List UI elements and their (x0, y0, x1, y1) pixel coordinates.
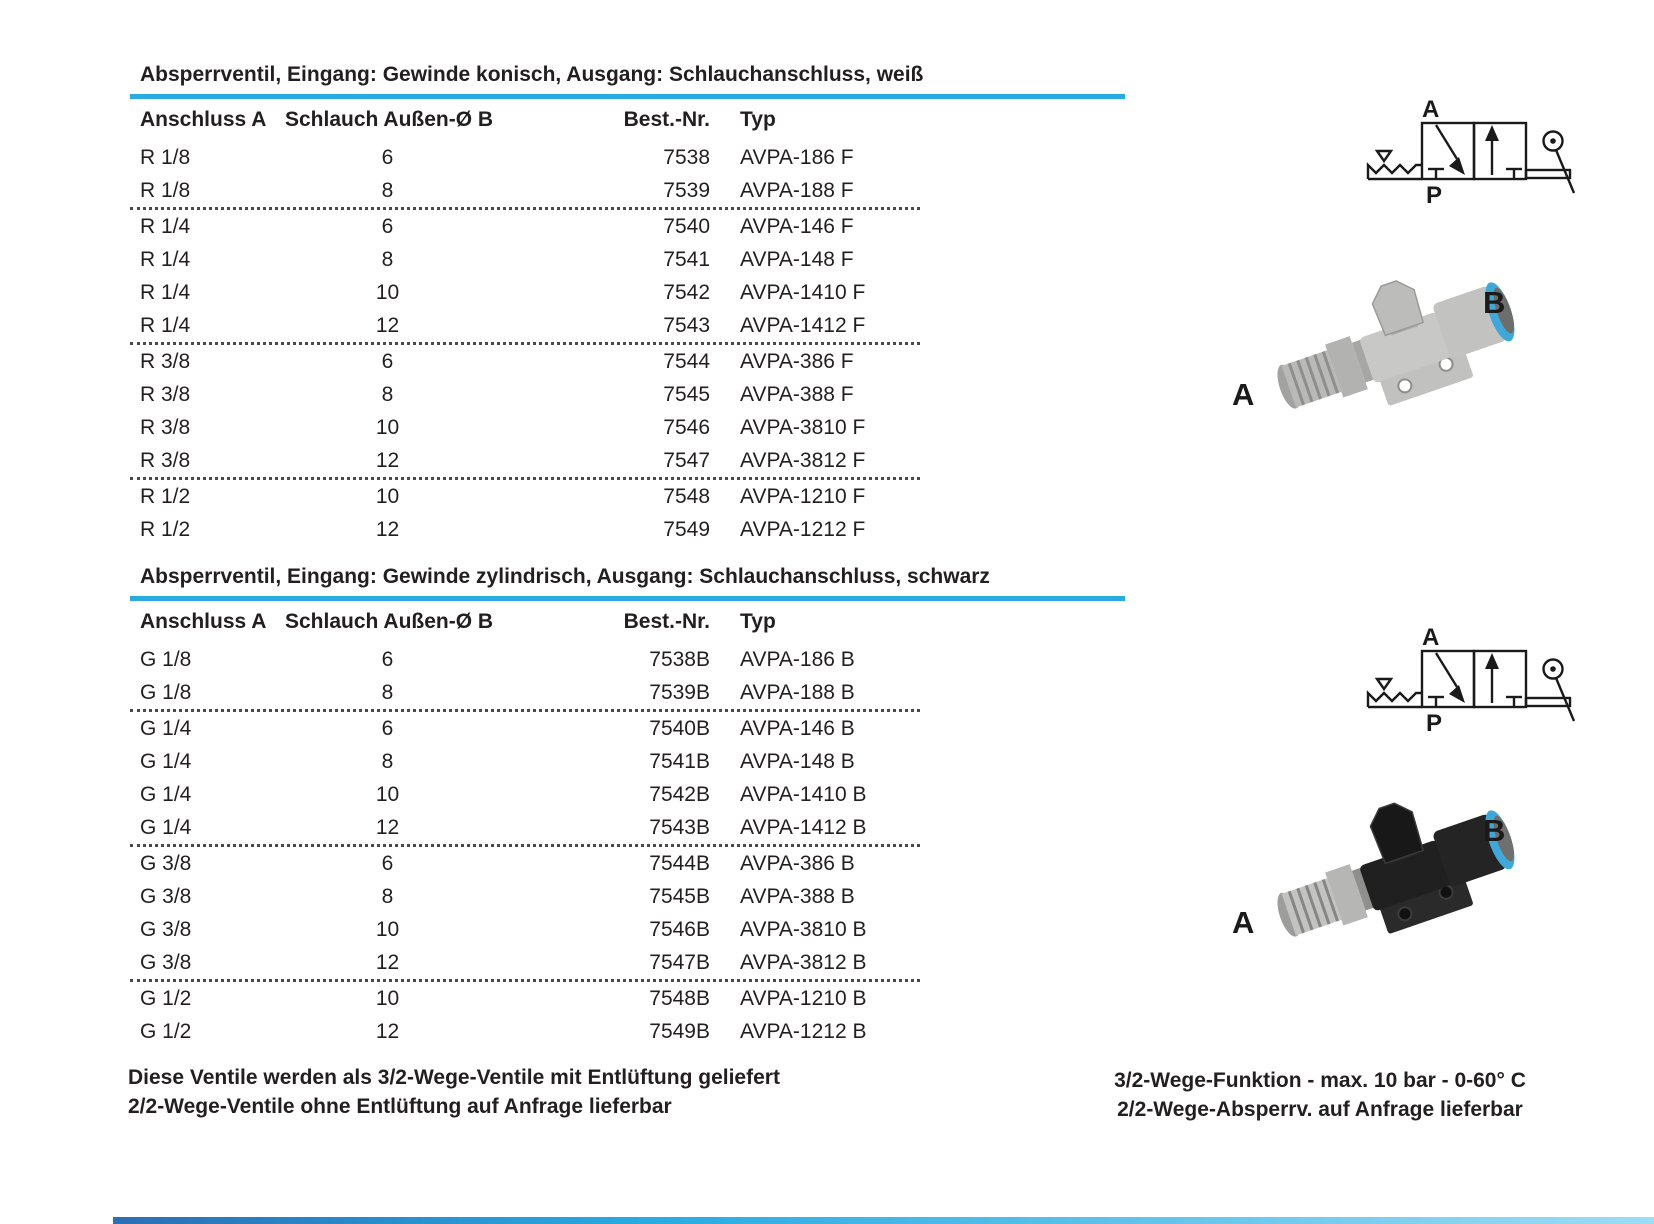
table-row (130, 913, 1125, 946)
cell-schlauch: 6 (381, 215, 394, 238)
cell-anschluss: R 3/8 (140, 383, 191, 406)
cell-schlauch: 8 (381, 681, 394, 704)
table-row (130, 847, 1125, 880)
cell-anschluss: G 1/4 (140, 717, 192, 740)
cell-typ: AVPA-188 F (740, 179, 854, 202)
footnote-right-line2: 2/2-Wege-Absperrv. auf Anfrage lieferbar (1117, 1098, 1523, 1121)
cell-bestnr: 7543 (663, 314, 710, 337)
footnote-left-line2: 2/2-Wege-Ventile ohne Entlüftung auf Anfrage lieferbar (128, 1095, 672, 1118)
valve-photo-black-icon (1180, 771, 1640, 976)
cell-typ: AVPA-146 B (740, 717, 855, 740)
cell-anschluss: R 1/4 (140, 281, 191, 304)
cell-typ: AVPA-1210 B (740, 987, 867, 1010)
cell-anschluss: R 3/8 (140, 449, 191, 472)
cell-schlauch: 6 (381, 852, 394, 875)
cell-typ: AVPA-186 B (740, 648, 855, 671)
cell-anschluss: G 3/8 (140, 852, 192, 875)
cell-anschluss: G 1/4 (140, 750, 192, 773)
cell-typ: AVPA-3810 B (740, 918, 867, 941)
cell-typ: AVPA-1410 B (740, 783, 867, 806)
cell-anschluss: G 1/2 (140, 987, 192, 1010)
table-row (130, 378, 1125, 411)
cell-schlauch: 10 (375, 281, 400, 304)
cell-schlauch: 12 (375, 1020, 400, 1043)
cell-schlauch: 8 (381, 248, 394, 271)
spring-icon (1368, 165, 1422, 179)
cell-schlauch: 12 (375, 449, 400, 472)
cell-bestnr: 7546 (663, 416, 710, 439)
photo-label-b: B (1483, 285, 1506, 320)
cell-bestnr: 7548 (663, 485, 710, 508)
cell-schlauch: 12 (375, 816, 400, 839)
table1-header-row (130, 99, 1125, 141)
cell-anschluss: G 3/8 (140, 885, 192, 908)
cell-bestnr: 7544B (649, 852, 710, 875)
table1-body (130, 141, 1125, 546)
cell-schlauch: 12 (375, 951, 400, 974)
cell-schlauch: 8 (381, 179, 394, 202)
table-row (130, 444, 1125, 477)
table-row (130, 309, 1125, 342)
valve-photo-black (1180, 771, 1640, 981)
footnote-right (1085, 1066, 1555, 1124)
cell-anschluss: G 1/2 (140, 1020, 192, 1043)
cell-typ: AVPA-3812 F (740, 449, 866, 472)
column-header-anschluss: Anschluss A (140, 610, 267, 633)
cell-bestnr: 7543B (649, 816, 710, 839)
cell-schlauch: 12 (375, 314, 400, 337)
cell-bestnr: 7547 (663, 449, 710, 472)
cell-bestnr: 7545B (649, 885, 710, 908)
cell-schlauch: 6 (381, 717, 394, 740)
cell-bestnr: 7538 (663, 146, 710, 169)
table-row (130, 778, 1125, 811)
arrow-head-icon (1485, 653, 1499, 669)
cell-bestnr: 7540 (663, 215, 710, 238)
page-footer-bar (113, 1217, 1654, 1224)
valve-symbol-icon (1360, 627, 1610, 747)
table-row (130, 243, 1125, 276)
cell-bestnr: 7541B (649, 750, 710, 773)
cell-anschluss: G 1/4 (140, 816, 192, 839)
exhaust-triangle-icon (1377, 679, 1391, 689)
cell-anschluss: R 1/2 (140, 485, 191, 508)
table2-title: Absperrventil, Eingang: Gewinde zylindrisch, Ausgang: Schlauchanschluss, schwarz (140, 565, 990, 588)
table-row (130, 745, 1125, 778)
column-header-anschluss: Anschluss A (140, 108, 267, 131)
table-row (130, 276, 1125, 309)
table-row (130, 141, 1125, 174)
column-header-typ: Typ (740, 610, 776, 633)
cell-anschluss: R 1/4 (140, 248, 191, 271)
cell-typ: AVPA-186 F (740, 146, 854, 169)
cell-typ: AVPA-148 F (740, 248, 854, 271)
cell-anschluss: R 1/4 (140, 215, 191, 238)
cell-typ: AVPA-3810 F (740, 416, 866, 439)
cell-typ: AVPA-148 B (740, 750, 855, 773)
photo-label-a: A (1232, 377, 1255, 412)
column-header-typ: Typ (740, 108, 776, 131)
cell-schlauch: 12 (375, 518, 400, 541)
footnote-right-line1: 3/2-Wege-Funktion - max. 10 bar - 0-60° C (1114, 1069, 1526, 1092)
cell-typ: AVPA-388 B (740, 885, 855, 908)
cell-anschluss: R 3/8 (140, 416, 191, 439)
cell-anschluss: R 1/2 (140, 518, 191, 541)
cell-typ: AVPA-3812 B (740, 951, 867, 974)
cell-anschluss: G 1/4 (140, 783, 192, 806)
table-row (130, 676, 1125, 709)
spring-icon (1368, 693, 1422, 707)
cell-typ: AVPA-1412 B (740, 816, 867, 839)
table-row (130, 513, 1125, 546)
cell-typ: AVPA-386 F (740, 350, 854, 373)
table-row (130, 480, 1125, 513)
table-row (130, 946, 1125, 979)
table2-body (130, 643, 1125, 1048)
table-row (130, 811, 1125, 844)
cell-bestnr: 7548B (649, 987, 710, 1010)
table-row (130, 880, 1125, 913)
cell-schlauch: 10 (375, 987, 400, 1010)
cell-bestnr: 7540B (649, 717, 710, 740)
cell-anschluss: G 1/8 (140, 648, 192, 671)
table-row (130, 982, 1125, 1015)
table-row (130, 210, 1125, 243)
table2-header-row (130, 601, 1125, 643)
footnote-left (128, 1063, 780, 1121)
cell-typ: AVPA-386 B (740, 852, 855, 875)
cell-schlauch: 8 (381, 750, 394, 773)
cell-typ: AVPA-1212 B (740, 1020, 867, 1043)
table-row (130, 643, 1125, 676)
cell-bestnr: 7541 (663, 248, 710, 271)
cell-bestnr: 7544 (663, 350, 710, 373)
lever-bar-icon (1526, 170, 1570, 178)
cell-typ: AVPA-1210 F (740, 485, 866, 508)
column-header-schlauch: Schlauch Außen-Ø B (285, 108, 494, 131)
cell-schlauch: 10 (375, 918, 400, 941)
arrow-head-icon (1449, 685, 1465, 703)
port-label-p: P (1426, 710, 1443, 737)
cell-schlauch: 10 (375, 416, 400, 439)
cell-typ: AVPA-388 F (740, 383, 854, 406)
section-white-valves (130, 62, 1125, 546)
cell-schlauch: 8 (381, 383, 394, 406)
cell-bestnr: 7545 (663, 383, 710, 406)
cell-schlauch: 6 (381, 146, 394, 169)
cell-schlauch: 6 (381, 648, 394, 671)
table-row (130, 712, 1125, 745)
column-header-schlauch: Schlauch Außen-Ø B (285, 610, 494, 633)
cell-schlauch: 10 (375, 783, 400, 806)
cell-anschluss: R 3/8 (140, 350, 191, 373)
cell-schlauch: 8 (381, 885, 394, 908)
valve-symbol-3-2-way (1360, 627, 1610, 752)
cell-anschluss: R 1/4 (140, 314, 191, 337)
cell-bestnr: 7549 (663, 518, 710, 541)
cell-bestnr: 7549B (649, 1020, 710, 1043)
cell-anschluss: G 3/8 (140, 951, 192, 974)
column-header-bestnr: Best.-Nr. (623, 610, 710, 633)
photo-label-a: A (1232, 905, 1255, 940)
table-row (130, 174, 1125, 207)
table-row (130, 411, 1125, 444)
photo-label-b: B (1483, 813, 1506, 848)
cell-schlauch: 10 (375, 485, 400, 508)
port-label-p: P (1426, 182, 1443, 209)
port-label-a: A (1422, 99, 1440, 123)
cell-anschluss: R 1/8 (140, 146, 191, 169)
cell-bestnr: 7546B (649, 918, 710, 941)
valve-photo-white-icon (1180, 243, 1640, 448)
cell-bestnr: 7538B (649, 648, 710, 671)
cell-typ: AVPA-1212 F (740, 518, 866, 541)
footnote-left-line1: Diese Ventile werden als 3/2-Wege-Ventile mit Entlüftung geliefert (128, 1066, 780, 1089)
table-row (130, 1015, 1125, 1048)
cell-typ: AVPA-1412 F (740, 314, 866, 337)
arrow-head-icon (1485, 125, 1499, 141)
valve-photo-white (1180, 243, 1640, 453)
cell-anschluss: R 1/8 (140, 179, 191, 202)
cell-anschluss: G 3/8 (140, 918, 192, 941)
cell-bestnr: 7542 (663, 281, 710, 304)
cell-bestnr: 7539B (649, 681, 710, 704)
valve-symbol-icon (1360, 99, 1610, 219)
cell-anschluss: G 1/8 (140, 681, 192, 704)
table-row (130, 345, 1125, 378)
cell-bestnr: 7539 (663, 179, 710, 202)
valve-symbol-3-2-way (1360, 99, 1610, 224)
cell-bestnr: 7542B (649, 783, 710, 806)
cell-typ: AVPA-146 F (740, 215, 854, 238)
column-header-bestnr: Best.-Nr. (623, 108, 710, 131)
cell-typ: AVPA-188 B (740, 681, 855, 704)
exhaust-triangle-icon (1377, 151, 1391, 161)
cell-typ: AVPA-1410 F (740, 281, 866, 304)
port-label-a: A (1422, 627, 1440, 651)
cell-bestnr: 7547B (649, 951, 710, 974)
arrow-head-icon (1449, 157, 1465, 175)
table1-title: Absperrventil, Eingang: Gewinde konisch, Ausgang: Schlauchanschluss, weiß (140, 63, 924, 86)
cell-schlauch: 6 (381, 350, 394, 373)
lever-bar-icon (1526, 698, 1570, 706)
section-black-valves (130, 564, 1125, 1048)
